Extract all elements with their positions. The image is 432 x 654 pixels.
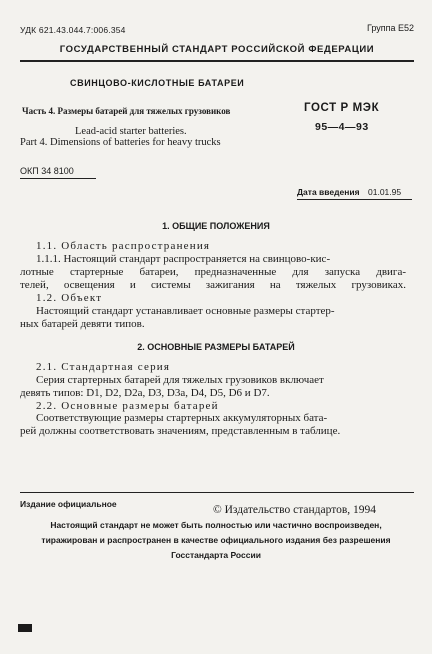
header-rule	[20, 60, 414, 62]
paragraph-line: телей, освещения и системы зажигания на тяжелых грузовиках.	[20, 279, 406, 292]
section2-2-continuation	[20, 425, 414, 438]
section1-1-1-paragraph	[36, 253, 406, 266]
copyright-line: © Издательство стандартов, 1994	[213, 504, 377, 516]
section2-1-heading: 2.1. Стандартная серия	[36, 361, 171, 373]
section2-1-paragraph	[36, 374, 406, 387]
section1-2-heading: 1.2. Объект	[36, 292, 103, 304]
print-mark	[18, 624, 32, 632]
section2-2-paragraph	[36, 412, 406, 425]
section1-2-continuation	[20, 318, 406, 331]
title-part-en: Part 4. Dimensions of batteries for heavy trucks	[20, 137, 221, 148]
paragraph-line: ных батарей девяти типов.	[20, 318, 145, 330]
paragraph-line: Соответствующие размеры стартерных аккумуляторных бата-	[36, 412, 328, 424]
intro-date-value: 01.01.95	[368, 187, 402, 197]
intro-date-label: Дата введения	[297, 187, 360, 197]
gost-number: 95—4—93	[315, 121, 369, 133]
section2-heading: 2. ОСНОВНЫЕ РАЗМЕРЫ БАТАРЕЙ	[137, 342, 295, 352]
title-part-ru: Часть 4. Размеры батарей для тяжелых грузовиков	[22, 106, 231, 116]
official-edition-label: Издание официальное	[20, 499, 117, 509]
section2-2-heading: 2.2. Основные размеры батарей	[36, 400, 219, 412]
paragraph-line: Настоящий стандарт устанавливает основные размеры стартер-	[36, 305, 335, 317]
notice-line: Госстандарта России	[171, 550, 261, 560]
paragraph-line: 1.1.1. Настоящий стандарт распространяется на свинцово-кис-	[36, 253, 331, 265]
section1-1-1-continuation	[20, 266, 406, 293]
notice-line: тиражирован и распространен в качестве официального издания без разрешения	[41, 535, 391, 545]
okp-underline	[20, 178, 96, 179]
intro-date-underline	[297, 199, 412, 200]
udk-code: УДК 621.43.044.7:006.354	[20, 25, 126, 35]
gost-designation: ГОСТ Р МЭК	[304, 102, 380, 114]
organization-title: ГОСУДАРСТВЕННЫЙ СТАНДАРТ РОССИЙСКОЙ ФЕДЕРАЦИИ	[59, 44, 375, 55]
section1-heading: 1. ОБЩИЕ ПОЛОЖЕНИЯ	[162, 221, 270, 231]
section1-2-paragraph	[36, 305, 406, 318]
title-main-en: Lead-acid starter batteries.	[75, 126, 187, 137]
group-code: Группа Е52	[366, 23, 414, 33]
footer-rule	[20, 492, 414, 493]
reproduction-notice	[0, 518, 432, 563]
paragraph-line: Серия стартерных батарей для тяжелых грузовиков включает	[36, 374, 324, 386]
section1-1-heading: 1.1. Область распространения	[36, 240, 211, 252]
title-main-ru: СВИНЦОВО-КИСЛОТНЫЕ БАТАРЕИ	[70, 78, 245, 88]
paragraph-line: лотные стартерные батареи, предназначенные для запуска двига-	[20, 266, 406, 278]
paragraph-line: девять типов: D1, D2, D2a, D3, D3a, D4, D5, D6 и D7.	[20, 387, 270, 399]
okp-code: ОКП 34 8100	[20, 166, 74, 176]
paragraph-line: рей должны соответствовать значениям, представленным в таблице.	[20, 425, 341, 437]
section2-1-continuation	[20, 387, 406, 400]
notice-line: Настоящий стандарт не может быть полностью или частично воспроизведен,	[50, 520, 382, 530]
